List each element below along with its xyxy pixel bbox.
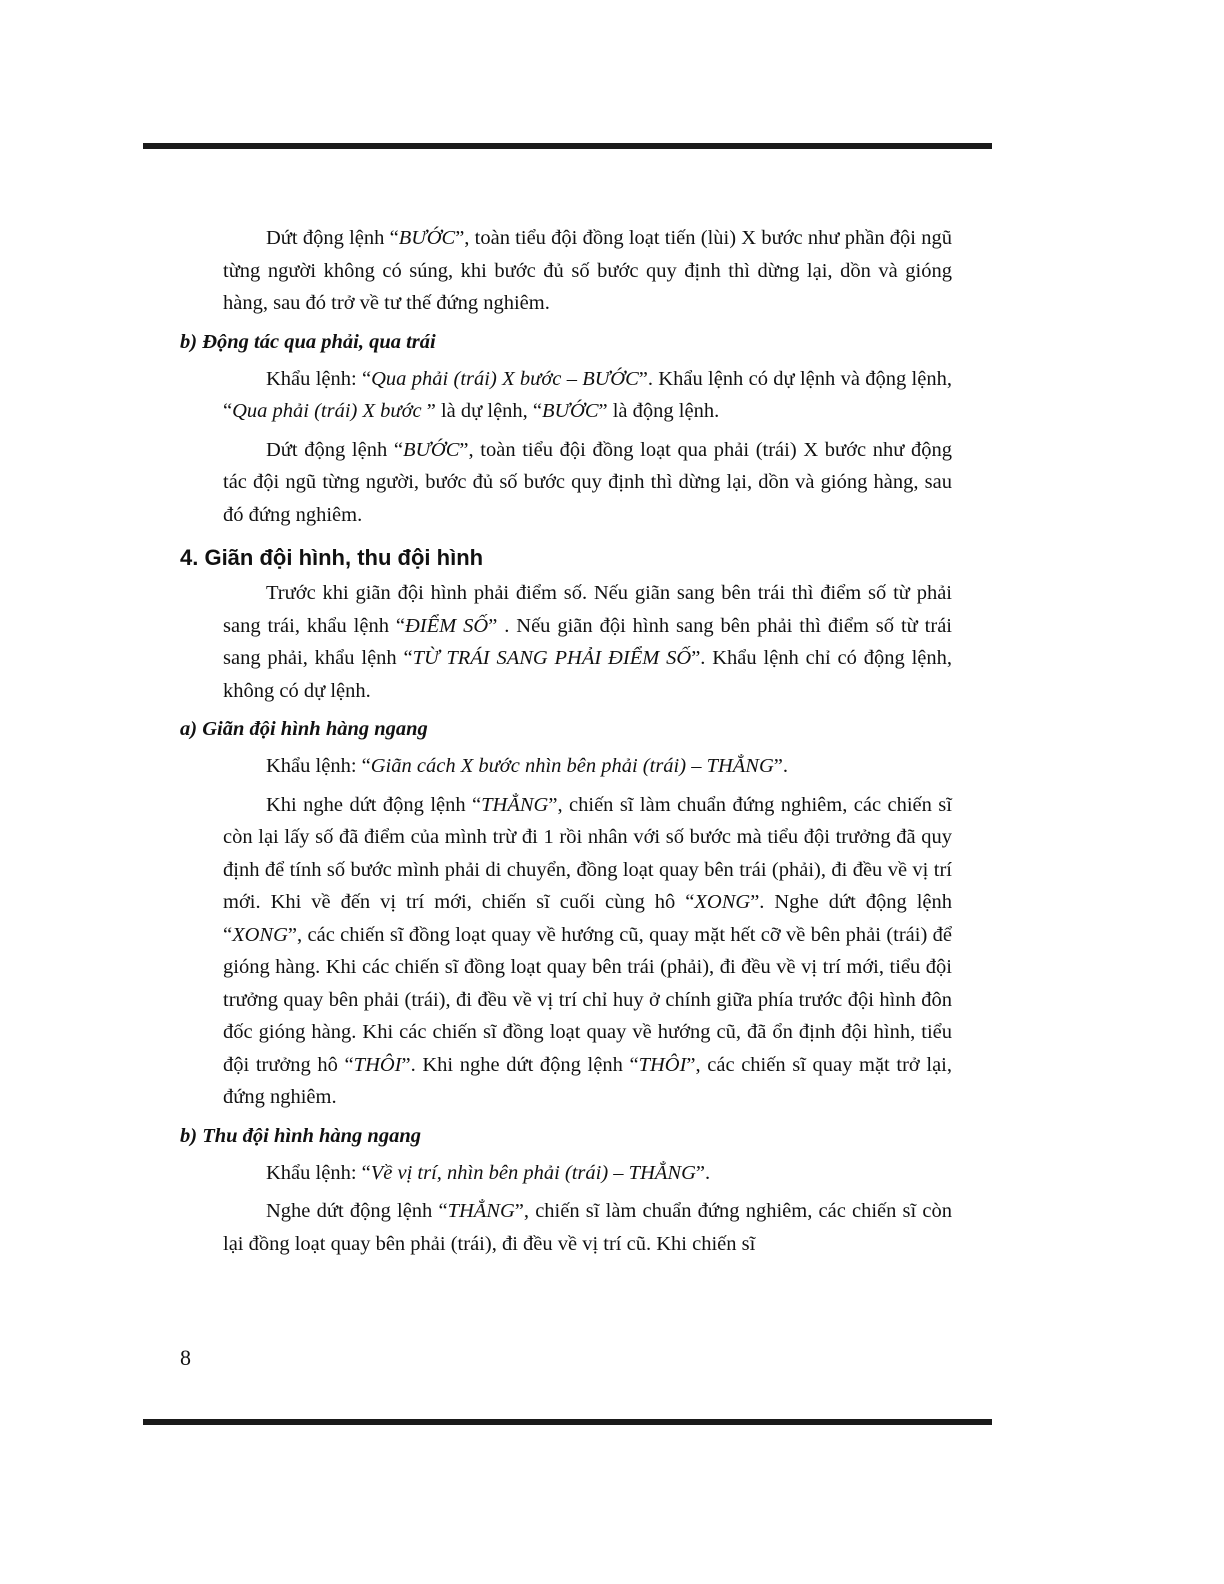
subheading-b-collapse-row: b) Thu đội hình hàng ngang [180,1124,421,1147]
paragraph [180,222,952,320]
text-run: ”, chiến sĩ làm chuẩn đứng nghiêm, các chiến sĩ còn lại lấy số đã điểm của mình trừ đi 1 rồi nhân với số bước mà tiểu đội trưởng đã quy định để tính số bước mình phải di chuyển, đồng loạt quay bên trái (phải), đi đều về vị trí mới. Khi về đến vị trí mới, chiến sĩ cuối cùng hô “ [223,793,952,913]
text-run: ”. [773,755,789,777]
text-run: ”, các chiến sĩ quay mặt trở lại, đứng nghiêm. [223,1053,952,1108]
command-text: Qua phải (trái) X bước [232,400,422,422]
page-number: 8 [180,1345,191,1370]
text-run: Dứt động lệnh “ [266,438,403,461]
text-run: ” là động lệnh. [598,400,720,422]
text-run: ” . Nếu giãn đội hình sang bên phải thì điểm số từ trái sang phải, khẩu lệnh “ [223,614,952,669]
paragraph [180,434,952,532]
command-text: BƯỚC [542,400,599,422]
text-run: ”. Nghe dứt động lệnh “ [223,891,952,946]
paragraph [180,789,952,1114]
command-text: Về vị trí, nhìn bên phải (trái) – THẲNG [370,1161,696,1184]
text-run: ”, chiến sĩ làm chuẩn đứng nghiêm, các chiến sĩ còn lại đồng loạt quay bên phải (trái), đi đều về vị trí cũ. Khi chiến sĩ [223,1200,952,1255]
paragraph [180,577,952,707]
text-run: ”. Khẩu lệnh có dự lệnh và động lệnh, “ [223,367,952,422]
bottom-rule [143,1419,992,1425]
text-run: ”. Khi nghe dứt động lệnh “ [401,1053,639,1076]
command-text: BƯỚC [398,227,456,249]
text-run: Khi nghe dứt động lệnh “ [266,793,482,816]
page-body [180,222,952,1266]
command-text: TỪ TRÁI SANG PHẢI ĐIỂM SỐ [412,647,692,669]
text-run: ”. [695,1161,711,1184]
command-text: ĐIỂM SỐ [404,614,489,637]
text-run: Dứt động lệnh “ [266,227,399,249]
section-heading-4: 4. Giãn đội hình, thu đội hình [180,545,484,570]
text-run: ”, các chiến sĩ đồng loạt quay về hướng cũ, quay mặt hết cỡ về bên phải (trái) để gióng hàng. Khi các chiến sĩ đồng loạt quay bên trái (phải), đi đều về vị trí mới, tiểu đội trưởng quay bên phải (trái), đi đều về vị trí chỉ huy ở chính giữa phía trước đội hình đôn đốc gióng hàng. Khi các chiến sĩ đồng loạt quay về hướng cũ, đã ổn định đội hình, tiểu đội trưởng hô “ [223,923,952,1076]
command-text: THẲNG [481,793,549,816]
top-rule [143,143,992,149]
command-text: XONG [694,891,751,913]
command-text: BƯỚC [402,438,460,461]
command-text: Qua phải (trái) X bước – BƯỚC [371,367,639,390]
text-run: Khẩu lệnh: “ [266,755,371,777]
text-run: ”. Khẩu lệnh chỉ có động lệnh, không có dự lệnh. [223,647,952,702]
text-run: Trước khi giãn đội hình phải điểm số. Nếu giãn sang bên trái thì điểm số từ phải sang trái, khẩu lệnh “ [223,582,952,637]
command-text: THÔI [638,1053,687,1076]
paragraph [180,363,952,428]
command-text: XONG [232,923,288,946]
paragraph [180,1157,952,1190]
text-run: Khẩu lệnh: “ [266,367,372,390]
command-text: THÔI [353,1053,402,1076]
text-run: Khẩu lệnh: “ [266,1161,371,1184]
command-text: Giãn cách X bước nhìn bên phải (trái) – THẲNG [370,755,774,777]
subheading-a-expand-row: a) Giãn đội hình hàng ngang [180,718,428,740]
text-run: ”, toàn tiểu đội đồng loạt qua phải (trái) X bước như động tác đội ngũ từng người, bước đủ số bước quy định thì dừng lại, dồn và gióng hàng, sau đó đứng nghiêm. [223,438,952,526]
paragraph [180,750,952,783]
text-run: ”, toàn tiểu đội đồng loạt tiến (lùi) X bước như phần đội ngũ từng người không có súng, khi bước đủ số bước quy định thì dừng lại, dồn và gióng hàng, sau đó trở về tư thế đứng nghiêm. [223,227,952,314]
text-run: Nghe dứt động lệnh “ [266,1200,448,1222]
subheading-b-side-step: b) Động tác qua phải, qua trái [180,330,436,353]
paragraph [180,1195,952,1260]
text-run: ” là dự lệnh, “ [421,400,543,422]
command-text: THẲNG [447,1200,515,1222]
